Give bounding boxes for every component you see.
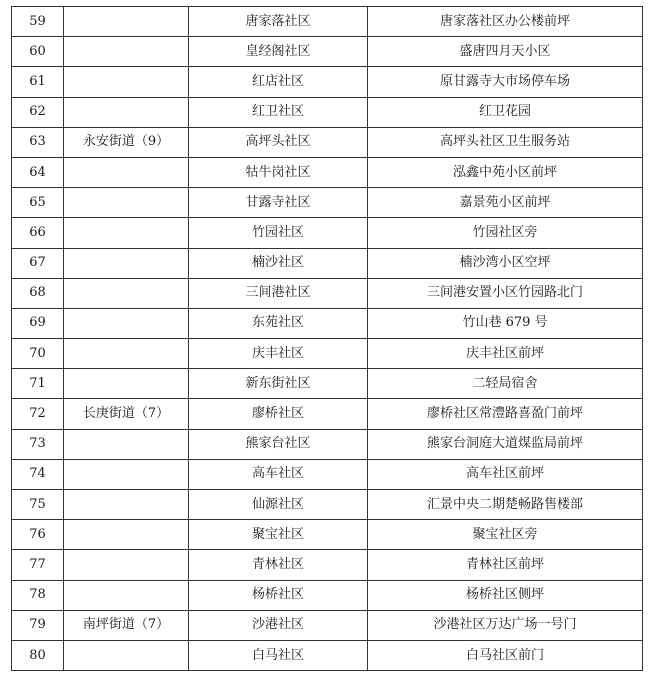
location-cell: 熊家台洞庭大道煤监局前坪 [368, 429, 643, 459]
row-number-cell: 79 [12, 610, 64, 640]
table-body [12, 7, 643, 671]
row-number-cell: 80 [12, 640, 64, 670]
community-cell: 牯牛岗社区 [189, 157, 368, 187]
location-cell: 青林社区前坪 [368, 550, 643, 580]
table-row [12, 580, 643, 610]
table-row [12, 429, 643, 459]
row-number-cell: 64 [12, 157, 64, 187]
street-cell [64, 278, 189, 308]
location-cell: 庆丰社区前坪 [368, 339, 643, 369]
table-row [12, 278, 643, 308]
row-number-cell: 78 [12, 580, 64, 610]
location-cell: 汇景中央二期楚畅路售楼部 [368, 490, 643, 520]
table-row [12, 37, 643, 67]
location-cell: 红卫花园 [368, 97, 643, 127]
street-cell [64, 7, 189, 37]
street-cell: 永安街道（9） [64, 127, 189, 157]
row-number-cell: 62 [12, 97, 64, 127]
distribution-table [11, 6, 643, 671]
street-cell [64, 218, 189, 248]
table-row [12, 157, 643, 187]
table-row [12, 520, 643, 550]
street-cell [64, 37, 189, 67]
location-cell: 高坪头社区卫生服务站 [368, 127, 643, 157]
street-cell [64, 490, 189, 520]
community-cell: 白马社区 [189, 640, 368, 670]
table-row [12, 490, 643, 520]
street-cell: 长庚街道（7） [64, 399, 189, 429]
table-row [12, 459, 643, 489]
row-number-cell: 76 [12, 520, 64, 550]
row-number-cell: 77 [12, 550, 64, 580]
street-cell [64, 550, 189, 580]
location-cell: 竹山巷 679 号 [368, 308, 643, 338]
table-row [12, 550, 643, 580]
table-row [12, 399, 643, 429]
community-cell: 唐家落社区 [189, 7, 368, 37]
street-cell: 南坪街道（7） [64, 610, 189, 640]
community-cell: 三间港社区 [189, 278, 368, 308]
row-number-cell: 74 [12, 459, 64, 489]
row-number-cell: 67 [12, 248, 64, 278]
street-cell [64, 188, 189, 218]
street-cell [64, 157, 189, 187]
row-number-cell: 73 [12, 429, 64, 459]
row-number-cell: 66 [12, 218, 64, 248]
table-row [12, 308, 643, 338]
table-row [12, 7, 643, 37]
row-number-cell: 75 [12, 490, 64, 520]
street-cell [64, 308, 189, 338]
row-number-cell: 72 [12, 399, 64, 429]
location-cell: 三间港安置小区竹园路北门 [368, 278, 643, 308]
community-cell: 仙源社区 [189, 490, 368, 520]
community-cell: 沙港社区 [189, 610, 368, 640]
row-number-cell: 69 [12, 308, 64, 338]
community-cell: 东苑社区 [189, 308, 368, 338]
community-cell: 竹园社区 [189, 218, 368, 248]
street-cell [64, 67, 189, 97]
table-row [12, 218, 643, 248]
location-cell: 唐家落社区办公楼前坪 [368, 7, 643, 37]
street-cell [64, 520, 189, 550]
table-row [12, 248, 643, 278]
street-cell [64, 580, 189, 610]
row-number-cell: 65 [12, 188, 64, 218]
table-row [12, 339, 643, 369]
row-number-cell: 68 [12, 278, 64, 308]
location-cell: 白马社区前门 [368, 640, 643, 670]
table-row [12, 188, 643, 218]
location-cell: 沙港社区万达广场一号门 [368, 610, 643, 640]
street-cell [64, 640, 189, 670]
street-cell [64, 339, 189, 369]
community-cell: 庆丰社区 [189, 339, 368, 369]
location-cell: 嘉景苑小区前坪 [368, 188, 643, 218]
table-row [12, 640, 643, 670]
community-cell: 熊家台社区 [189, 429, 368, 459]
street-cell [64, 369, 189, 399]
community-cell: 高车社区 [189, 459, 368, 489]
table-row [12, 369, 643, 399]
community-cell: 新东街社区 [189, 369, 368, 399]
location-cell: 原甘露寺大市场停车场 [368, 67, 643, 97]
location-cell: 竹园社区旁 [368, 218, 643, 248]
community-cell: 聚宝社区 [189, 520, 368, 550]
table-row [12, 97, 643, 127]
table-row [12, 610, 643, 640]
location-cell: 高车社区前坪 [368, 459, 643, 489]
community-cell: 青林社区 [189, 550, 368, 580]
row-number-cell: 61 [12, 67, 64, 97]
community-cell: 红店社区 [189, 67, 368, 97]
row-number-cell: 59 [12, 7, 64, 37]
table-row [12, 67, 643, 97]
community-cell: 红卫社区 [189, 97, 368, 127]
community-cell: 楠沙社区 [189, 248, 368, 278]
community-cell: 皇经阁社区 [189, 37, 368, 67]
community-cell: 高坪头社区 [189, 127, 368, 157]
location-cell: 泓鑫中苑小区前坪 [368, 157, 643, 187]
row-number-cell: 70 [12, 339, 64, 369]
row-number-cell: 63 [12, 127, 64, 157]
location-cell: 盛唐四月天小区 [368, 37, 643, 67]
location-cell: 楠沙湾小区空坪 [368, 248, 643, 278]
community-cell: 廖桥社区 [189, 399, 368, 429]
row-number-cell: 60 [12, 37, 64, 67]
location-cell: 聚宝社区旁 [368, 520, 643, 550]
location-cell: 二轻局宿舍 [368, 369, 643, 399]
street-cell [64, 459, 189, 489]
table-row [12, 127, 643, 157]
row-number-cell: 71 [12, 369, 64, 399]
community-cell: 杨桥社区 [189, 580, 368, 610]
location-cell: 廖桥社区常澧路喜盈门前坪 [368, 399, 643, 429]
community-cell: 甘露寺社区 [189, 188, 368, 218]
location-cell: 杨桥社区侧坪 [368, 580, 643, 610]
street-cell [64, 97, 189, 127]
street-cell [64, 429, 189, 459]
street-cell [64, 248, 189, 278]
